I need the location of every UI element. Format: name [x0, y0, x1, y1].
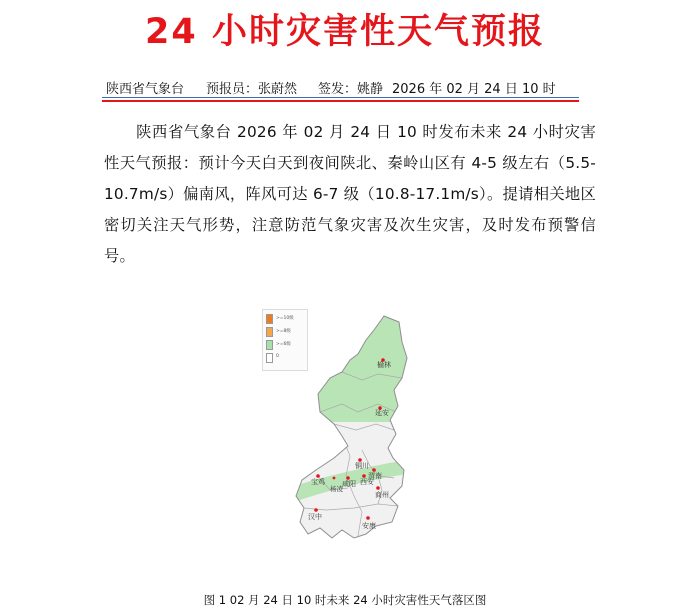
city-label-yangling: 杨凌 [330, 485, 343, 493]
city-label-shangzhou: 商州 [375, 491, 389, 499]
header-rule-red [102, 100, 579, 102]
city-dot [333, 477, 336, 480]
legend-label: >=10级 [276, 316, 294, 321]
city-label-yanan: 延安 [375, 409, 389, 417]
city-label-baoji: 宝鸡 [311, 478, 325, 486]
shaanxi-map [258, 300, 438, 560]
signer: 签发：姚静 [318, 82, 384, 97]
forecast-body: 陕西省气象台 2026 年 02 月 24 日 10 时发布未来 24 小时灾害性天气预报：预计今天白天到夜间陕北、秦岭山区有 4-5 级左右（5.5-10.7m/s）偏南风，阵风可达 6-7 级（10.8-17.1m/s）。提请相关地区密切关注天气形势，注意防范气象灾害及次生灾害，及时发布预警信号。 [104, 123, 596, 265]
legend-label: >=6级 [276, 342, 291, 347]
city-dot [314, 508, 318, 512]
city-label-hanzhong: 汉中 [308, 513, 322, 521]
page-title: 24 小时灾害性天气预报 [145, 12, 545, 52]
city-dot [376, 486, 380, 490]
header-rule-blue [102, 97, 579, 98]
wind-zone-north [258, 300, 438, 422]
forecaster: 预报员：张蔚然 [206, 82, 298, 97]
meta-line [106, 78, 576, 97]
figure-caption: 图 1 02 月 24 日 10 时未来 24 小时灾害性天气落区图 [203, 593, 487, 607]
city-label-tongchuan: 铜川 [355, 462, 369, 470]
base-region [258, 300, 438, 560]
legend-label: >=8级 [276, 329, 291, 334]
city-label-xianyang: 咸阳 [342, 480, 356, 488]
legend-label: 0 [276, 354, 279, 359]
city-label-ankang: 安康 [362, 522, 376, 530]
issue-datetime: 2026 年 02 月 24 日 10 时 [392, 82, 556, 97]
issuing-org: 陕西省气象台 [106, 82, 185, 97]
city-label-yulin: 榆林 [377, 361, 391, 369]
city-dot [366, 516, 370, 520]
city-label-xian: 西安 [360, 478, 374, 486]
city-label-weinan: 渭南 [368, 472, 382, 480]
